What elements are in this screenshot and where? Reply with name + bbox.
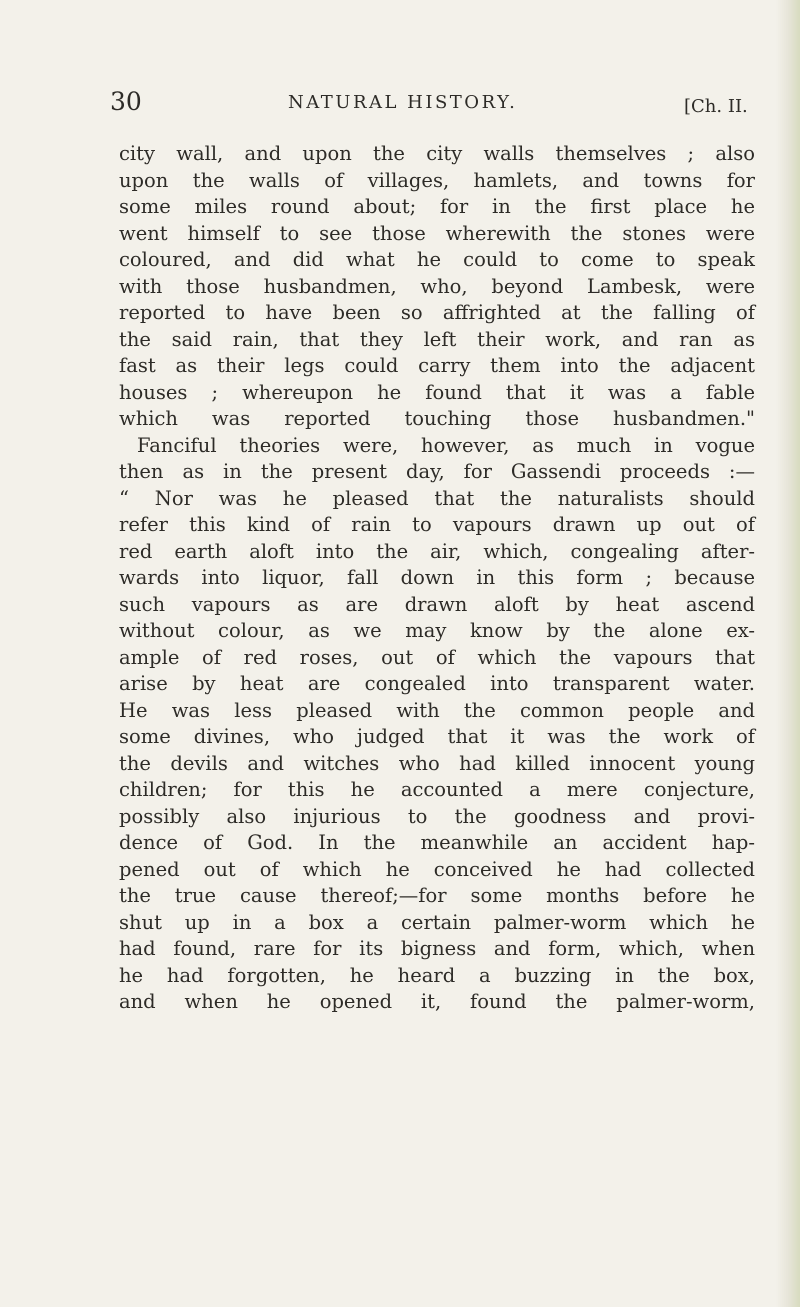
text-line-18: such vapours as are drawn aloft by heat ascend: [119, 592, 755, 616]
text-line-22: He was less pleased with the common people and: [119, 698, 755, 722]
text-line-11: which was reported touching those husbandmen.": [119, 407, 755, 430]
text-line-26: possibly also injurious to the goodness and provi-: [119, 804, 755, 828]
text-line-5: coloured, and did what he could to come to speak: [119, 248, 755, 271]
text-line-2: upon the walls of villages, hamlets, and towns for: [119, 168, 755, 192]
text-line-14: “ Nor was he pleased that the naturalists should: [119, 486, 755, 510]
text-line-12: Fanciful theories were, however, as much in vogue: [137, 433, 755, 457]
page-header: [110, 88, 770, 120]
chapter-marker: [Ch. II.: [684, 96, 748, 117]
page-number: 30: [110, 87, 142, 116]
text-line-7: reported to have been so affrighted at the falling of: [119, 301, 755, 324]
text-line-23: some divines, who judged that it was the work of: [119, 725, 755, 748]
text-line-27: dence of God. In the meanwhile an accident hap-: [119, 831, 755, 854]
text-line-25: children; for this he accounted a mere conjecture,: [119, 778, 755, 801]
text-line-32: he had forgotten, he heard a buzzing in the box,: [119, 963, 755, 987]
text-line-9: fast as their legs could carry them into the adjacent: [119, 354, 755, 377]
text-line-1: city wall, and upon the city walls themselves ; also: [119, 142, 755, 165]
text-line-21: arise by heat are congealed into transparent water.: [119, 672, 755, 695]
page-edge: [776, 0, 800, 1307]
text-line-4: went himself to see those wherewith the stones were: [119, 221, 755, 245]
text-line-17: wards into liquor, fall down in this form ; because: [119, 566, 755, 589]
text-line-29: the true cause thereof;—for some months before he: [119, 884, 755, 907]
running-title: NATURAL HISTORY.: [288, 92, 518, 113]
text-line-3: some miles round about; for in the first place he: [119, 195, 755, 218]
text-line-16: red earth aloft into the air, which, congealing after-: [119, 539, 755, 563]
text-line-33: and when he opened it, found the palmer-worm,: [119, 990, 755, 1013]
text-line-24: the devils and witches who had killed innocent young: [119, 751, 755, 775]
text-line-30: shut up in a box a certain palmer-worm which he: [119, 910, 755, 934]
text-line-13: then as in the present day, for Gassendi proceeds :—: [119, 460, 755, 483]
text-line-28: pened out of which he conceived he had collected: [119, 857, 755, 881]
text-line-19: without colour, as we may know by the alone ex-: [119, 619, 755, 642]
text-line-15: refer this kind of rain to vapours drawn up out of: [119, 513, 755, 536]
text-line-6: with those husbandmen, who, beyond Lambesk, were: [119, 274, 755, 298]
text-line-8: the said rain, that they left their work, and ran as: [119, 327, 755, 351]
text-line-10: houses ; whereupon he found that it was a fable: [119, 380, 755, 404]
text-line-20: ample of red roses, out of which the vapours that: [119, 645, 755, 669]
text-line-31: had found, rare for its bigness and form, which, when: [119, 937, 755, 960]
body-text: [119, 141, 755, 1016]
